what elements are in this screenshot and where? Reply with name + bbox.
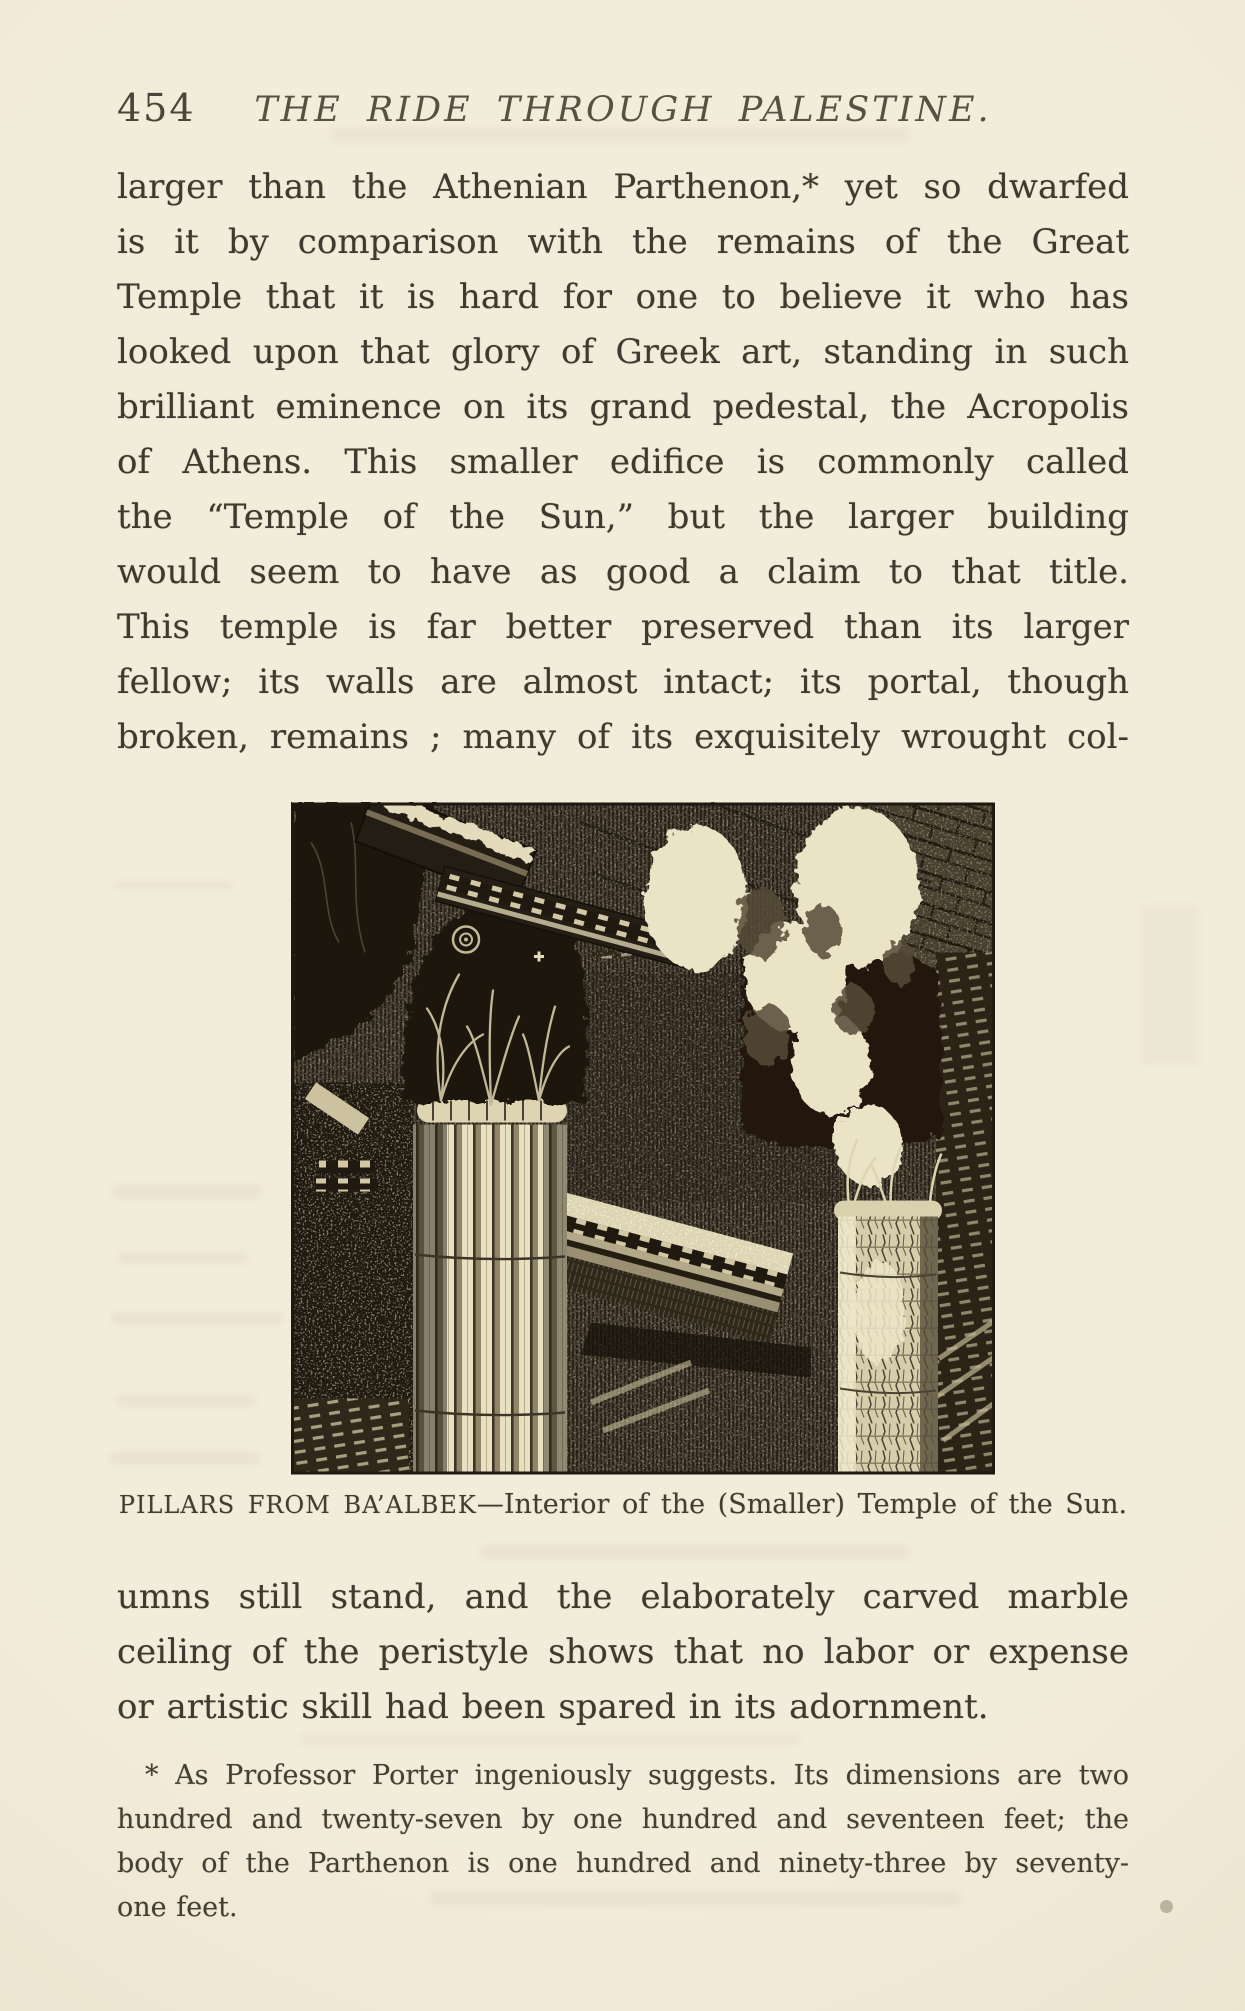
page-number: 454 <box>117 86 196 130</box>
text-line: looked upon that glory of Greek art, standing in such <box>117 332 1129 372</box>
text-line: ceiling of the peristyle shows that no labor or expense <box>117 1632 1129 1672</box>
footnote-line: one feet. <box>117 1892 238 1923</box>
figure-caption <box>110 1489 1136 1520</box>
bleedthrough-artifact <box>480 1545 910 1560</box>
bleedthrough-artifact <box>1140 905 1200 1065</box>
footnote-line: * As Professor Porter ingeniously suggests. Its dimensions are two <box>145 1760 1129 1791</box>
caption-smallcaps: PILLARS FROM BA’ALBEK <box>118 1491 477 1519</box>
scan-spot <box>1160 1900 1173 1913</box>
foreground-rubble <box>291 1082 413 1474</box>
text-line: is it by comparison with the remains of the Great <box>117 222 1129 262</box>
text-line: broken, remains ; many of its exquisitely wrought col- <box>117 717 1129 757</box>
bleedthrough-artifact <box>110 1452 260 1465</box>
footnote-line: body of the Parthenon is one hundred and ninety-three by seventy- <box>117 1848 1129 1879</box>
text-line: brilliant eminence on its grand pedestal, the Acropolis <box>117 387 1129 427</box>
text-line: or artistic skill had been spared in its adornment. <box>117 1687 989 1727</box>
text-line: fellow; its walls are almost intact; its portal, though <box>117 662 1129 702</box>
footnote <box>117 1754 1129 1930</box>
text-line: larger than the Athenian Parthenon,* yet so dwarfed <box>117 167 1129 207</box>
caption-text: —Interior of the (Smaller) Temple of the Sun. <box>476 1489 1128 1520</box>
text-line: Temple that it is hard for one to believe it who has <box>117 277 1129 317</box>
bleedthrough-artifact <box>113 882 233 889</box>
pillars-engraving-illustration <box>291 802 995 1475</box>
bleedthrough-artifact <box>112 1312 282 1325</box>
text-line: would seem to have as good a claim to that title. <box>117 552 1129 592</box>
paragraph-top <box>117 160 1129 765</box>
figure-pillars-engraving <box>291 802 995 1475</box>
text-line: the “Temple of the Sun,” but the larger building <box>117 497 1129 537</box>
paragraph-bottom <box>117 1570 1129 1735</box>
left-column <box>402 899 586 1474</box>
running-head: THE RIDE THROUGH PALESTINE. <box>254 90 992 130</box>
bleedthrough-artifact <box>112 1185 262 1198</box>
bleedthrough-artifact <box>116 1395 256 1407</box>
text-line: This temple is far better preserved than its larger <box>117 607 1129 647</box>
bleedthrough-artifact <box>118 1252 248 1264</box>
footnote-line: hundred and twenty-seven by one hundred and seventeen feet; the <box>117 1804 1129 1835</box>
text-line: of Athens. This smaller edifice is commonly called <box>117 442 1129 482</box>
text-line: umns still stand, and the elaborately carved marble <box>117 1577 1129 1617</box>
